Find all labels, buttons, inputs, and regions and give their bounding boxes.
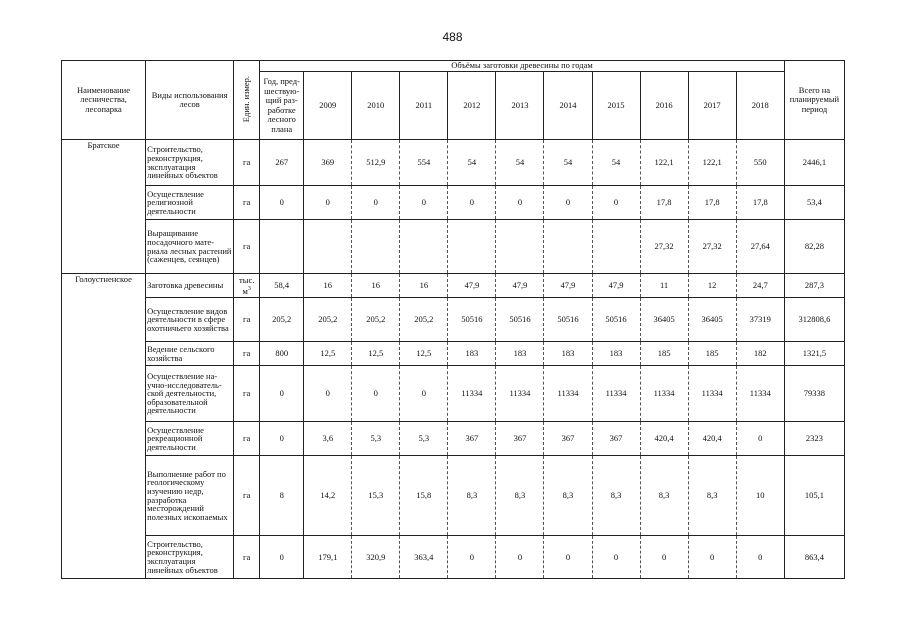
table-row xyxy=(62,274,845,298)
cell-year-value: 367 xyxy=(448,422,496,456)
cell-year-value: 420,4 xyxy=(640,422,688,456)
cell-year-value: 179,1 xyxy=(304,536,352,579)
cell-year-value: 12 xyxy=(688,274,736,298)
cell-prev-year: 8 xyxy=(260,456,304,536)
cell-year-value: 8,3 xyxy=(592,456,640,536)
cell-forest xyxy=(62,366,146,422)
cell-year-value: 11334 xyxy=(544,366,592,422)
cell-unit: тыс. $м^3$ xyxy=(234,274,260,298)
cell-year-value: 182 xyxy=(736,342,784,366)
cell-year-value: 5,3 xyxy=(352,422,400,456)
cell-year-value: 320,9 xyxy=(352,536,400,579)
cell-year-value: 47,9 xyxy=(544,274,592,298)
cell-prev-year xyxy=(260,220,304,274)
cell-prev-year: 0 xyxy=(260,186,304,220)
cell-forest xyxy=(62,342,146,366)
header-prev-year: Год, пред-шествую-щий раз-работке лесного плана xyxy=(260,72,304,140)
cell-year-value: 47,9 xyxy=(592,274,640,298)
cell-use: Осуществление на-учно-исследователь-ской деятельности, образовательной деятельности xyxy=(146,366,234,422)
cell-year-value: 0 xyxy=(736,536,784,579)
header-year: 2017 xyxy=(688,72,736,140)
cell-year-value xyxy=(352,220,400,274)
cell-year-value: 183 xyxy=(544,342,592,366)
table-row xyxy=(62,456,845,536)
cell-year-value: 0 xyxy=(496,186,544,220)
cell-prev-year: 800 xyxy=(260,342,304,366)
cell-year-value: 8,3 xyxy=(640,456,688,536)
cell-year-value: 0 xyxy=(400,186,448,220)
cell-use: Строительство, реконструкция, эксплуатация линейных объектов xyxy=(146,140,234,186)
cell-year-value: 14,2 xyxy=(304,456,352,536)
cell-year-value: 363,4 xyxy=(400,536,448,579)
cell-year-value: 47,9 xyxy=(496,274,544,298)
cell-year-value xyxy=(400,220,448,274)
cell-year-value: 17,8 xyxy=(736,186,784,220)
cell-year-value xyxy=(304,220,352,274)
cell-total: 2446,1 xyxy=(784,140,844,186)
cell-year-value: 5,3 xyxy=(400,422,448,456)
cell-year-value: 15,3 xyxy=(352,456,400,536)
cell-year-value: 122,1 xyxy=(640,140,688,186)
cell-year-value: 11334 xyxy=(688,366,736,422)
table-row xyxy=(62,342,845,366)
cell-year-value: 12,5 xyxy=(304,342,352,366)
cell-year-value xyxy=(496,220,544,274)
cell-year-value: 12,5 xyxy=(400,342,448,366)
cell-year-value xyxy=(448,220,496,274)
cell-year-value: 50516 xyxy=(496,298,544,342)
page-number: 488 xyxy=(442,30,463,44)
header-year: 2015 xyxy=(592,72,640,140)
cell-year-value: 17,8 xyxy=(688,186,736,220)
header-year: 2011 xyxy=(400,72,448,140)
cell-year-value: 367 xyxy=(496,422,544,456)
cell-year-value: 16 xyxy=(304,274,352,298)
cell-unit: га xyxy=(234,186,260,220)
cell-year-value: 367 xyxy=(592,422,640,456)
header-year: 2013 xyxy=(496,72,544,140)
header-volume-group: Объёмы заготовки древесины по годам xyxy=(260,61,785,72)
cell-total: 79338 xyxy=(784,366,844,422)
cell-year-value xyxy=(544,220,592,274)
cell-year-value: 205,2 xyxy=(400,298,448,342)
table-row xyxy=(62,366,845,422)
header-year: 2010 xyxy=(352,72,400,140)
cell-forest: Братское xyxy=(62,140,146,186)
cell-year-value: 24,7 xyxy=(736,274,784,298)
cell-total: 863,4 xyxy=(784,536,844,579)
cell-year-value: 8,3 xyxy=(496,456,544,536)
cell-year-value: 0 xyxy=(448,186,496,220)
header-total: Всего на планируемый период xyxy=(784,61,844,140)
header-year: 2012 xyxy=(448,72,496,140)
cell-unit: га xyxy=(234,366,260,422)
cell-year-value: 0 xyxy=(544,536,592,579)
cell-use: Заготовка древесины xyxy=(146,274,234,298)
table-row xyxy=(62,536,845,579)
cell-forest xyxy=(62,456,146,536)
cell-year-value: 36405 xyxy=(640,298,688,342)
header-use: Виды использования лесов xyxy=(146,61,234,140)
cell-forest xyxy=(62,186,146,220)
cell-year-value: 10 xyxy=(736,456,784,536)
cell-year-value xyxy=(592,220,640,274)
table-row xyxy=(62,220,845,274)
cell-prev-year: 0 xyxy=(260,422,304,456)
cell-unit: га xyxy=(234,342,260,366)
cell-year-value: 11 xyxy=(640,274,688,298)
header-year: 2016 xyxy=(640,72,688,140)
header-year: 2009 xyxy=(304,72,352,140)
cell-year-value: 36405 xyxy=(688,298,736,342)
cell-year-value: 11334 xyxy=(736,366,784,422)
cell-forest xyxy=(62,422,146,456)
cell-year-value: 54 xyxy=(592,140,640,186)
cell-use: Выполнение работ по геологическому изучению недр, разработка месторождений полезных ископаемых xyxy=(146,456,234,536)
cell-use: Осуществление религиозной деятельности xyxy=(146,186,234,220)
cell-unit: га xyxy=(234,140,260,186)
cell-year-value: 0 xyxy=(448,536,496,579)
cell-forest: Голоустненское xyxy=(62,274,146,298)
table-row xyxy=(62,140,845,186)
cell-year-value: 420,4 xyxy=(688,422,736,456)
cell-year-value: 8,3 xyxy=(688,456,736,536)
cell-total: 53,4 xyxy=(784,186,844,220)
cell-use: Осуществление рекреационной деятельности xyxy=(146,422,234,456)
cell-year-value: 27,32 xyxy=(640,220,688,274)
cell-forest xyxy=(62,536,146,579)
table-row xyxy=(62,186,845,220)
cell-year-value: 8,3 xyxy=(448,456,496,536)
cell-year-value: 0 xyxy=(304,366,352,422)
cell-year-value: 183 xyxy=(496,342,544,366)
cell-year-value: 16 xyxy=(352,274,400,298)
cell-year-value: 0 xyxy=(688,536,736,579)
cell-year-value: 17,8 xyxy=(640,186,688,220)
cell-use: Выращивание посадочного мате-риала лесных растений (саженцев, сеянцев) xyxy=(146,220,234,274)
cell-year-value: 16 xyxy=(400,274,448,298)
cell-year-value: 0 xyxy=(592,536,640,579)
cell-year-value: 50516 xyxy=(544,298,592,342)
header-year: 2014 xyxy=(544,72,592,140)
cell-year-value: 15,8 xyxy=(400,456,448,536)
cell-year-value: 11334 xyxy=(448,366,496,422)
table-row xyxy=(62,298,845,342)
cell-total: 1321,5 xyxy=(784,342,844,366)
cell-year-value: 205,2 xyxy=(304,298,352,342)
cell-year-value: 27,64 xyxy=(736,220,784,274)
cell-year-value: 185 xyxy=(688,342,736,366)
cell-total: 287,3 xyxy=(784,274,844,298)
cell-year-value: 0 xyxy=(304,186,352,220)
cell-use: Ведение сельского хозяйства xyxy=(146,342,234,366)
cell-total: 105,1 xyxy=(784,456,844,536)
cell-unit: га xyxy=(234,220,260,274)
cell-year-value: 0 xyxy=(352,186,400,220)
cell-use: Осуществление видов деятельности в сфере охотничьего хозяйства xyxy=(146,298,234,342)
cell-prev-year: 205,2 xyxy=(260,298,304,342)
cell-total: 312808,6 xyxy=(784,298,844,342)
cell-year-value: 183 xyxy=(592,342,640,366)
cell-year-value: 0 xyxy=(400,366,448,422)
cell-year-value: 47,9 xyxy=(448,274,496,298)
header-unit: Един. измер. xyxy=(234,61,260,140)
cell-year-value: 0 xyxy=(544,186,592,220)
cell-forest xyxy=(62,298,146,342)
cell-year-value: 122,1 xyxy=(688,140,736,186)
cell-unit: га xyxy=(234,422,260,456)
harvest-volume-table xyxy=(61,60,845,579)
cell-unit: га xyxy=(234,536,260,579)
cell-year-value: 550 xyxy=(736,140,784,186)
cell-year-value: 50516 xyxy=(592,298,640,342)
header-forest: Наименование лесничества, лесопарка xyxy=(62,61,146,140)
cell-unit: га xyxy=(234,456,260,536)
cell-year-value: 0 xyxy=(496,536,544,579)
cell-year-value: 183 xyxy=(448,342,496,366)
cell-year-value: 11334 xyxy=(640,366,688,422)
cell-year-value: 11334 xyxy=(496,366,544,422)
cell-forest xyxy=(62,220,146,274)
cell-prev-year: 0 xyxy=(260,536,304,579)
cell-unit: га xyxy=(234,298,260,342)
cell-year-value: 0 xyxy=(736,422,784,456)
cell-total: 2323 xyxy=(784,422,844,456)
cell-year-value: 54 xyxy=(448,140,496,186)
cell-year-value: 12,5 xyxy=(352,342,400,366)
cell-prev-year: 58,4 xyxy=(260,274,304,298)
cell-total: 82,28 xyxy=(784,220,844,274)
header-year: 2018 xyxy=(736,72,784,140)
cell-year-value: 37319 xyxy=(736,298,784,342)
cell-year-value: 0 xyxy=(352,366,400,422)
cell-year-value: 3,6 xyxy=(304,422,352,456)
cell-prev-year: 267 xyxy=(260,140,304,186)
cell-prev-year: 0 xyxy=(260,366,304,422)
cell-year-value: 367 xyxy=(544,422,592,456)
cell-year-value: 0 xyxy=(640,536,688,579)
cell-year-value: 369 xyxy=(304,140,352,186)
cell-year-value: 11334 xyxy=(592,366,640,422)
cell-use: Строительство, реконструкция, эксплуатация линейных объектов xyxy=(146,536,234,579)
cell-year-value: 50516 xyxy=(448,298,496,342)
unit-superscript: 3 xyxy=(247,285,251,292)
cell-year-value: 0 xyxy=(592,186,640,220)
cell-year-value: 54 xyxy=(544,140,592,186)
table-row xyxy=(62,422,845,456)
cell-year-value: 185 xyxy=(640,342,688,366)
cell-year-value: 8,3 xyxy=(544,456,592,536)
cell-year-value: 27,32 xyxy=(688,220,736,274)
cell-year-value: 512,9 xyxy=(352,140,400,186)
cell-year-value: 54 xyxy=(496,140,544,186)
cell-year-value: 554 xyxy=(400,140,448,186)
cell-year-value: 205,2 xyxy=(352,298,400,342)
